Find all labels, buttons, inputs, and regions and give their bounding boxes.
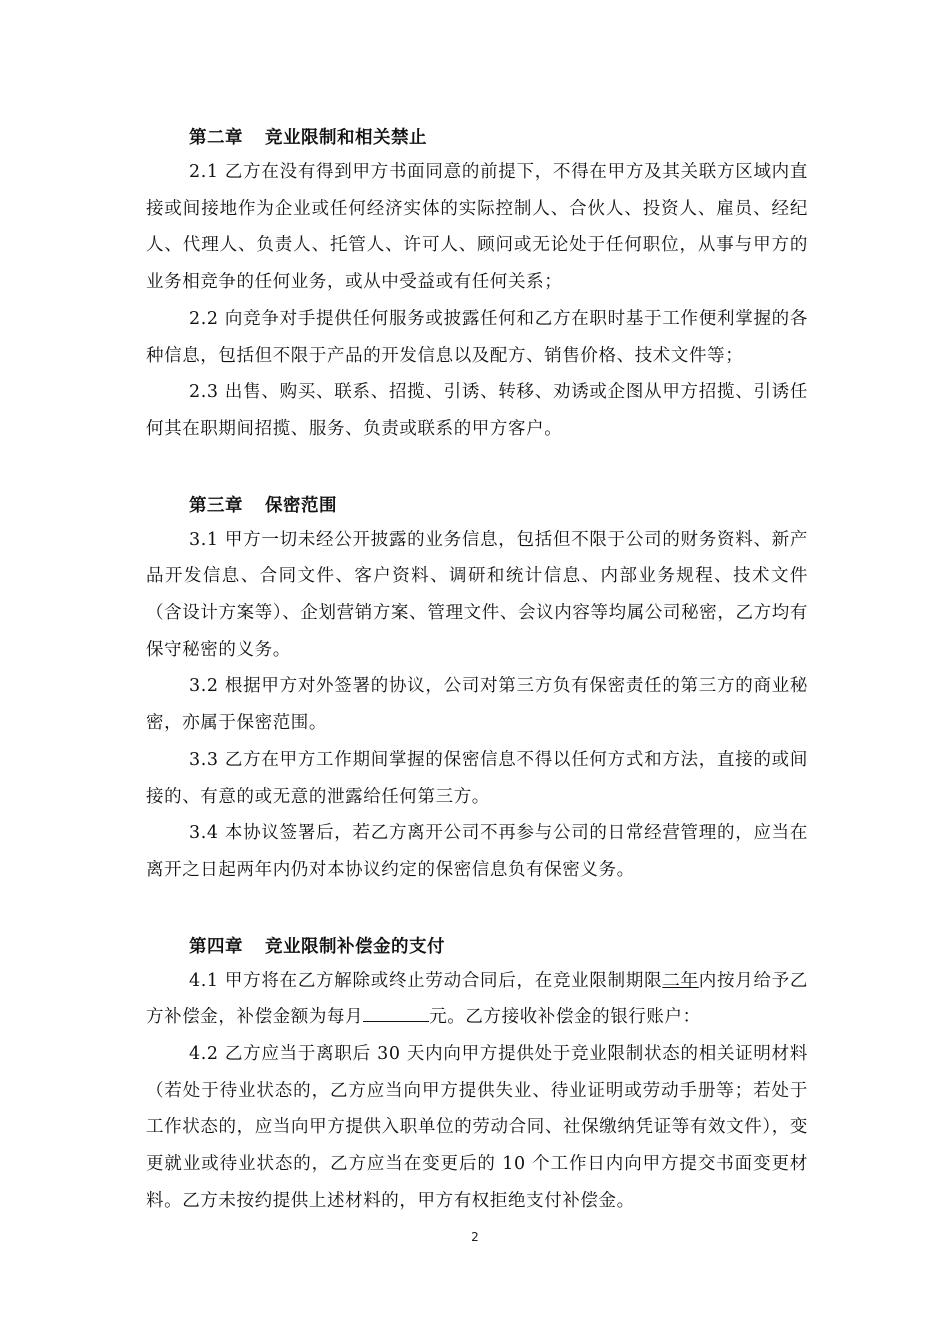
clause-4-1: [146, 963, 808, 1036]
clause-4-1-text-b: 内按月给予乙方补偿金，补偿金额为每月: [146, 970, 808, 1028]
chapter-heading: [146, 931, 808, 963]
chapter-number: 第四章: [189, 936, 243, 957]
chapter-title: 保密范围: [265, 495, 337, 516]
page-number: 2: [471, 1230, 479, 1244]
chapter-title: 竞业限制和相关禁止: [265, 128, 427, 148]
chapter-3: [146, 490, 808, 889]
clause-2-2: 2.2 向竞争对手提供任何服务或披露任何和乙方在职时基于工作便利掌握的各种信息，包括但不限于产品的开发信息以及配方、销售价格、技术文件等；: [146, 308, 808, 366]
chapter-heading: [146, 490, 808, 522]
clause-3-4: 3.4 本协议签署后，若乙方离开公司不再参与公司的日常经营管理的，应当在离开之日起两年内仍对本协议约定的保密信息负有保密义务。: [146, 823, 808, 880]
clause-4-1-text-a: 4.1 甲方将在乙方解除或终止劳动合同后，在竞业限制期限: [189, 970, 663, 991]
chapter-4: [146, 931, 808, 1220]
chapter-heading: [146, 122, 808, 154]
clause-4-2: 4.2 乙方应当于离职后 30 天内向甲方提供处于竞业限制状态的相关证明材料（若处于待业状态的，乙方应当向甲方提供失业、待业证明或劳动手册等；若处于工作状态的，应当向甲方提供入职单位的劳动合同、社保缴纳凭证等有效文件），变更就业或待业状态的，乙方应当在变更后的 10 个工作日内向甲方提交书面变更材料。乙方未按约提供上述材料的，甲方有权拒绝支付补偿金。: [146, 1044, 808, 1211]
chapter-number: 第二章: [189, 128, 243, 148]
clause-3-3: 3.3 乙方在甲方工作期间掌握的保密信息不得以任何方式和方法，直接的或间接的、有意的或无意的泄露给任何第三方。: [146, 749, 808, 807]
chapter-number: 第三章: [189, 495, 243, 516]
restriction-term: 二年: [662, 970, 699, 991]
clause-4-1-text-c: 元。乙方接收补偿金的银行账户：: [429, 1007, 701, 1028]
amount-blank: [363, 1004, 429, 1022]
chapter-2: [146, 122, 808, 448]
chapter-title: 竞业限制补偿金的支付: [265, 936, 445, 957]
document-body: [146, 122, 808, 1262]
clause-2-3: 2.3 出售、购买、联系、招揽、引诱、转移、劝诱或企图从甲方招揽、引诱任何其在职期间招揽、服务、负责或联系的甲方客户。: [146, 382, 808, 439]
clause-3-1: 3.1 甲方一切未经公开披露的业务信息，包括但不限于公司的财务资料、新产品开发信息、合同文件、客户资料、调研和统计信息、内部业务规程、技术文件（含设计方案等）、企划营销方案、管理文件、会议内容等均属公司秘密，乙方均有保守秘密的义务。: [146, 529, 808, 660]
clause-3-2: 3.2 根据甲方对外签署的协议，公司对第三方负有保密责任的第三方的商业秘密，亦属于保密范围。: [146, 676, 808, 734]
clause-2-1: 2.1 乙方在没有得到甲方书面同意的前提下，不得在甲方及其关联方区域内直接或间接地作为企业或任何经济实体的实际控制人、合伙人、投资人、雇员、经纪人、代理人、负责人、托管人、许可人、顾问或无论处于任何职位，从事与甲方的业务相竞争的任何业务，或从中受益或有任何关系；: [146, 162, 808, 293]
